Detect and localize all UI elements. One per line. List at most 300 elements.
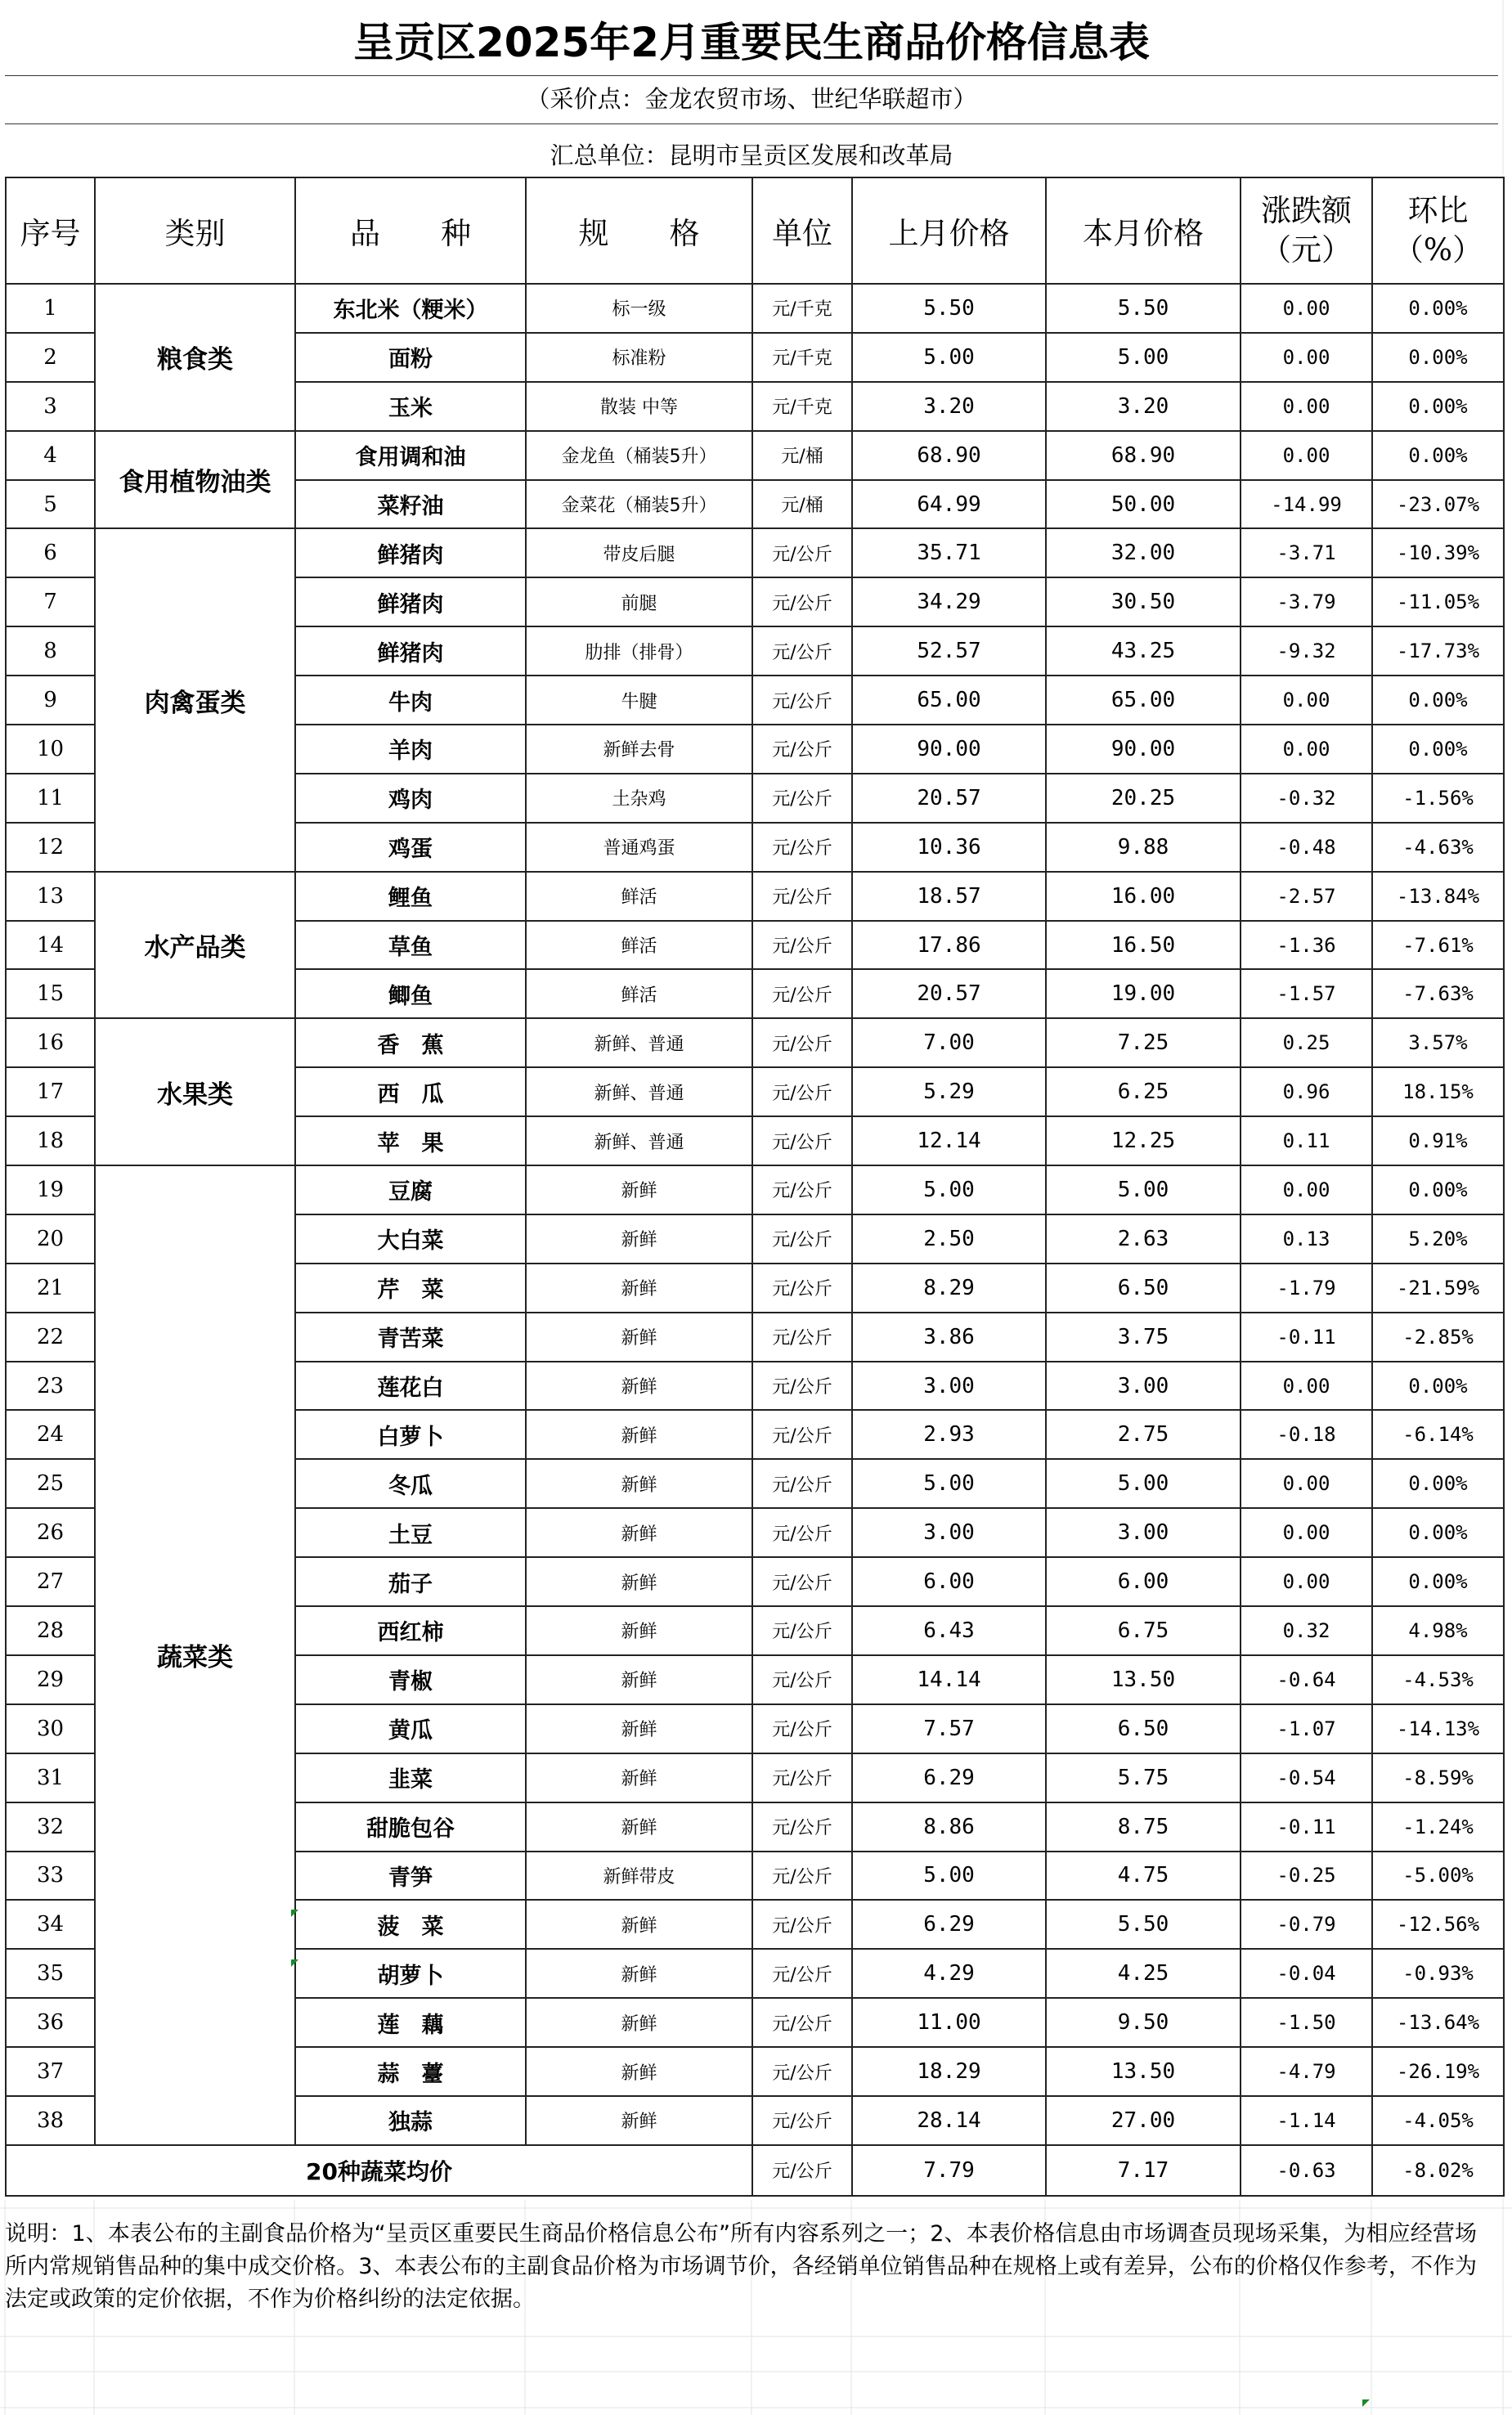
title-block <box>5 3 1498 177</box>
average-unit: 元/公斤 <box>752 2145 852 2196</box>
cell-comment-marker <box>291 1910 298 1917</box>
price-change: -3.71 <box>1241 528 1372 577</box>
price-change: -1.57 <box>1241 969 1372 1018</box>
this-month-price: 65.00 <box>1046 676 1241 725</box>
row-index: 21 <box>6 1264 95 1313</box>
month-on-month-ratio: -1.56% <box>1372 774 1504 823</box>
this-month-price: 5.50 <box>1046 1900 1241 1949</box>
item-unit: 元/公斤 <box>752 1018 852 1067</box>
month-on-month-ratio: 0.00% <box>1372 431 1504 480</box>
last-month-price: 10.36 <box>852 823 1046 872</box>
month-on-month-ratio: 0.00% <box>1372 676 1504 725</box>
item-name: 玉米 <box>295 382 526 431</box>
price-change: 0.00 <box>1241 725 1372 774</box>
month-on-month-ratio: -1.24% <box>1372 1802 1504 1852</box>
item-unit: 元/公斤 <box>752 1313 852 1362</box>
col-header-category: 类别 <box>95 177 295 284</box>
price-change: 0.96 <box>1241 1067 1372 1116</box>
price-change: -0.25 <box>1241 1852 1372 1901</box>
month-on-month-ratio: 0.00% <box>1372 725 1504 774</box>
this-month-price: 90.00 <box>1046 725 1241 774</box>
price-change: -1.79 <box>1241 1264 1372 1313</box>
item-spec: 土杂鸡 <box>526 774 752 823</box>
item-unit: 元/公斤 <box>752 872 852 921</box>
row-index: 17 <box>6 1067 95 1116</box>
table-header-row <box>6 177 1504 284</box>
this-month-price: 4.25 <box>1046 1949 1241 1998</box>
row-index: 23 <box>6 1362 95 1411</box>
month-on-month-ratio: -13.64% <box>1372 1998 1504 2047</box>
this-month-price: 6.25 <box>1046 1067 1241 1116</box>
item-name: 草鱼 <box>295 921 526 970</box>
cell-comment-marker <box>291 1959 298 1967</box>
item-unit: 元/公斤 <box>752 1116 852 1165</box>
item-spec: 肋排（排骨） <box>526 626 752 676</box>
this-month-price: 2.63 <box>1046 1214 1241 1264</box>
item-spec: 新鲜 <box>526 1410 752 1459</box>
item-spec: 新鲜、普通 <box>526 1067 752 1116</box>
item-unit: 元/千克 <box>752 284 852 333</box>
month-on-month-ratio: -6.14% <box>1372 1410 1504 1459</box>
ratio-header-line1: 环比 <box>1407 193 1469 228</box>
month-on-month-ratio: -23.07% <box>1372 480 1504 529</box>
item-name: 菜籽油 <box>295 480 526 529</box>
table-row <box>6 872 1504 921</box>
item-unit: 元/千克 <box>752 333 852 382</box>
item-name: 青苦菜 <box>295 1313 526 1362</box>
this-month-price: 27.00 <box>1046 2096 1241 2145</box>
month-on-month-ratio: -4.63% <box>1372 823 1504 872</box>
this-month-price: 16.00 <box>1046 872 1241 921</box>
item-unit: 元/公斤 <box>752 1753 852 1802</box>
row-index: 15 <box>6 969 95 1018</box>
row-index: 5 <box>6 480 95 529</box>
item-name: 西 瓜 <box>295 1067 526 1116</box>
item-unit: 元/公斤 <box>752 1508 852 1557</box>
row-index: 9 <box>6 676 95 725</box>
compiling-unit: 汇总单位：昆明市呈贡区发展和改革局 <box>550 141 953 169</box>
row-index: 16 <box>6 1018 95 1067</box>
last-month-price: 6.29 <box>852 1900 1046 1949</box>
item-name: 鲤鱼 <box>295 872 526 921</box>
price-change: -0.18 <box>1241 1410 1372 1459</box>
month-on-month-ratio: -8.59% <box>1372 1753 1504 1802</box>
item-name: 鲜猪肉 <box>295 577 526 626</box>
this-month-price: 19.00 <box>1046 969 1241 1018</box>
month-on-month-ratio: -14.13% <box>1372 1704 1504 1753</box>
month-on-month-ratio: -4.05% <box>1372 2096 1504 2145</box>
item-unit: 元/公斤 <box>752 1655 852 1704</box>
month-on-month-ratio: 0.00% <box>1372 1508 1504 1557</box>
row-index: 14 <box>6 921 95 970</box>
row-index: 26 <box>6 1508 95 1557</box>
price-change: 0.11 <box>1241 1116 1372 1165</box>
month-on-month-ratio: -7.63% <box>1372 969 1504 1018</box>
row-index: 27 <box>6 1557 95 1606</box>
row-index: 12 <box>6 823 95 872</box>
last-month-price: 5.00 <box>852 333 1046 382</box>
last-month-price: 28.14 <box>852 2096 1046 2145</box>
last-month-price: 14.14 <box>852 1655 1046 1704</box>
average-current-price: 7.17 <box>1046 2145 1241 2196</box>
price-change: -1.50 <box>1241 1998 1372 2047</box>
last-month-price: 2.50 <box>852 1214 1046 1264</box>
header-divider <box>5 75 1498 76</box>
item-unit: 元/桶 <box>752 431 852 480</box>
item-name: 鸡肉 <box>295 774 526 823</box>
average-change: -0.63 <box>1241 2145 1372 2196</box>
average-row <box>6 2145 1504 2196</box>
last-month-price: 7.00 <box>852 1018 1046 1067</box>
header-divider <box>5 123 1498 124</box>
last-month-price: 18.29 <box>852 2047 1046 2096</box>
price-change: 0.25 <box>1241 1018 1372 1067</box>
item-name: 大白菜 <box>295 1214 526 1264</box>
row-index: 28 <box>6 1606 95 1655</box>
item-unit: 元/公斤 <box>752 1802 852 1852</box>
month-on-month-ratio: 18.15% <box>1372 1067 1504 1116</box>
item-name: 土豆 <box>295 1508 526 1557</box>
item-name: 莲 藕 <box>295 1998 526 2047</box>
month-on-month-ratio: -13.84% <box>1372 872 1504 921</box>
item-spec: 前腿 <box>526 577 752 626</box>
month-on-month-ratio: 0.00% <box>1372 1362 1504 1411</box>
row-index: 38 <box>6 2096 95 2145</box>
price-change: -1.14 <box>1241 2096 1372 2145</box>
table-body <box>6 284 1504 2145</box>
col-header-last-price: 上月价格 <box>852 177 1046 284</box>
row-index: 20 <box>6 1214 95 1264</box>
last-month-price: 2.93 <box>852 1410 1046 1459</box>
price-change: 0.00 <box>1241 1362 1372 1411</box>
item-unit: 元/公斤 <box>752 1264 852 1313</box>
month-on-month-ratio: -21.59% <box>1372 1264 1504 1313</box>
row-index: 7 <box>6 577 95 626</box>
this-month-price: 5.00 <box>1046 333 1241 382</box>
item-name: 西红柿 <box>295 1606 526 1655</box>
item-unit: 元/公斤 <box>752 2047 852 2096</box>
month-on-month-ratio: 0.00% <box>1372 1459 1504 1508</box>
item-unit: 元/公斤 <box>752 1606 852 1655</box>
category-grain: 粮食类 <box>95 284 295 431</box>
last-month-price: 17.86 <box>852 921 1046 970</box>
last-month-price: 3.00 <box>852 1362 1046 1411</box>
item-spec: 新鲜 <box>526 1704 752 1753</box>
item-spec: 新鲜 <box>526 1362 752 1411</box>
notes: 说明：1、本表公布的主副食品价格为“呈贡区重要民生商品价格信息公布”所有内容系列之一；2、本表价格信息由市场调查员现场采集，为相应经营场所内常规销售品种的集中成交价格。3、本表公布的主副食品价格为市场调节价，各经销单位销售品种在规格上或有差异，公布的价格仅作参考，不作为法定或政策的定价依据，不作为价格纠纷的法定依据。 <box>5 2221 1477 2312</box>
item-name: 蒜 薹 <box>295 2047 526 2096</box>
last-month-price: 8.29 <box>852 1264 1046 1313</box>
last-month-price: 5.00 <box>852 1165 1046 1214</box>
item-unit: 元/公斤 <box>752 676 852 725</box>
average-ratio: -8.02% <box>1372 2145 1504 2196</box>
table-row <box>6 1018 1504 1067</box>
this-month-price: 68.90 <box>1046 431 1241 480</box>
price-change: 0.32 <box>1241 1606 1372 1655</box>
ratio-header-line2: （%） <box>1393 232 1483 267</box>
item-unit: 元/公斤 <box>752 1852 852 1901</box>
this-month-price: 3.00 <box>1046 1508 1241 1557</box>
item-spec: 新鲜 <box>526 1900 752 1949</box>
item-unit: 元/公斤 <box>752 2096 852 2145</box>
item-unit: 元/公斤 <box>752 1067 852 1116</box>
last-month-price: 6.43 <box>852 1606 1046 1655</box>
item-spec: 新鲜 <box>526 1165 752 1214</box>
price-change: 0.00 <box>1241 1459 1372 1508</box>
item-spec: 新鲜、普通 <box>526 1018 752 1067</box>
item-unit: 元/公斤 <box>752 1214 852 1264</box>
this-month-price: 3.75 <box>1046 1313 1241 1362</box>
row-index: 3 <box>6 382 95 431</box>
item-unit: 元/公斤 <box>752 921 852 970</box>
item-name: 鲫鱼 <box>295 969 526 1018</box>
item-unit: 元/千克 <box>752 382 852 431</box>
this-month-price: 5.75 <box>1046 1753 1241 1802</box>
item-name: 面粉 <box>295 333 526 382</box>
item-name: 黄瓜 <box>295 1704 526 1753</box>
row-index: 32 <box>6 1802 95 1852</box>
last-month-price: 18.57 <box>852 872 1046 921</box>
month-on-month-ratio: 0.00% <box>1372 382 1504 431</box>
price-change: -0.48 <box>1241 823 1372 872</box>
this-month-price: 20.25 <box>1046 774 1241 823</box>
price-change: -4.79 <box>1241 2047 1372 2096</box>
item-name: 食用调和油 <box>295 431 526 480</box>
price-change: 0.13 <box>1241 1214 1372 1264</box>
item-name: 鲜猪肉 <box>295 626 526 676</box>
price-change: -0.11 <box>1241 1313 1372 1362</box>
category-fruit: 水果类 <box>95 1018 295 1165</box>
item-spec: 普通鸡蛋 <box>526 823 752 872</box>
month-on-month-ratio: 0.00% <box>1372 1165 1504 1214</box>
item-spec: 新鲜 <box>526 1313 752 1362</box>
last-month-price: 3.00 <box>852 1508 1046 1557</box>
last-month-price: 3.86 <box>852 1313 1046 1362</box>
row-index: 10 <box>6 725 95 774</box>
month-on-month-ratio: -17.73% <box>1372 626 1504 676</box>
item-spec: 新鲜 <box>526 1753 752 1802</box>
last-month-price: 5.50 <box>852 284 1046 333</box>
category-aquatic: 水产品类 <box>95 872 295 1019</box>
row-index: 6 <box>6 528 95 577</box>
item-spec: 鲜活 <box>526 921 752 970</box>
item-unit: 元/公斤 <box>752 528 852 577</box>
price-change: -14.99 <box>1241 480 1372 529</box>
row-index: 36 <box>6 1998 95 2047</box>
last-month-price: 20.57 <box>852 969 1046 1018</box>
average-label: 20种蔬菜均价 <box>6 2145 752 2196</box>
item-spec: 新鲜 <box>526 1214 752 1264</box>
price-change: 0.00 <box>1241 1508 1372 1557</box>
month-on-month-ratio: -10.39% <box>1372 528 1504 577</box>
item-spec: 标准粉 <box>526 333 752 382</box>
item-unit: 元/公斤 <box>752 969 852 1018</box>
last-month-price: 11.00 <box>852 1998 1046 2047</box>
price-change: -0.79 <box>1241 1900 1372 1949</box>
row-index: 1 <box>6 284 95 333</box>
month-on-month-ratio: 5.20% <box>1372 1214 1504 1264</box>
item-name: 青椒 <box>295 1655 526 1704</box>
item-name: 白萝卜 <box>295 1410 526 1459</box>
item-name: 豆腐 <box>295 1165 526 1214</box>
row-index: 18 <box>6 1116 95 1165</box>
item-unit: 元/公斤 <box>752 823 852 872</box>
last-month-price: 3.20 <box>852 382 1046 431</box>
this-month-price: 7.25 <box>1046 1018 1241 1067</box>
item-name: 茄子 <box>295 1557 526 1606</box>
item-unit: 元/公斤 <box>752 1410 852 1459</box>
price-change: 0.00 <box>1241 382 1372 431</box>
this-month-price: 6.50 <box>1046 1264 1241 1313</box>
item-spec: 新鲜 <box>526 1606 752 1655</box>
item-spec: 新鲜 <box>526 1264 752 1313</box>
this-month-price: 13.50 <box>1046 1655 1241 1704</box>
category-vegetable: 蔬菜类 <box>95 1165 295 2145</box>
item-spec: 新鲜 <box>526 1949 752 1998</box>
table-row <box>6 431 1504 480</box>
item-spec: 散装 中等 <box>526 382 752 431</box>
item-spec: 鲜活 <box>526 969 752 1018</box>
last-month-price: 5.00 <box>852 1459 1046 1508</box>
month-on-month-ratio: 3.57% <box>1372 1018 1504 1067</box>
last-month-price: 5.00 <box>852 1852 1046 1901</box>
month-on-month-ratio: 0.00% <box>1372 1557 1504 1606</box>
price-change: -2.57 <box>1241 872 1372 921</box>
col-header-change <box>1241 177 1372 284</box>
row-index: 8 <box>6 626 95 676</box>
table-row <box>6 1165 1504 1214</box>
item-unit: 元/公斤 <box>752 774 852 823</box>
item-spec: 牛腱 <box>526 676 752 725</box>
item-name: 莲花白 <box>295 1362 526 1411</box>
item-spec: 新鲜 <box>526 1998 752 2047</box>
item-spec: 新鲜 <box>526 1459 752 1508</box>
item-spec: 新鲜 <box>526 1508 752 1557</box>
item-name: 青笋 <box>295 1852 526 1901</box>
item-unit: 元/公斤 <box>752 1704 852 1753</box>
this-month-price: 3.00 <box>1046 1362 1241 1411</box>
last-month-price: 6.00 <box>852 1557 1046 1606</box>
item-spec: 新鲜带皮 <box>526 1852 752 1901</box>
row-index: 37 <box>6 2047 95 2096</box>
last-month-price: 35.71 <box>852 528 1046 577</box>
item-unit: 元/公斤 <box>752 1557 852 1606</box>
average-last-price: 7.79 <box>852 2145 1046 2196</box>
row-index: 33 <box>6 1852 95 1901</box>
col-header-idx: 序号 <box>6 177 95 284</box>
this-month-price: 4.75 <box>1046 1852 1241 1901</box>
last-month-price: 5.29 <box>852 1067 1046 1116</box>
this-month-price: 2.75 <box>1046 1410 1241 1459</box>
item-unit: 元/桶 <box>752 480 852 529</box>
category-oil: 食用植物油类 <box>95 431 295 529</box>
price-change: -3.79 <box>1241 577 1372 626</box>
last-month-price: 4.29 <box>852 1949 1046 1998</box>
sampling-points: （采价点：金龙农贸市场、世纪华联超市） <box>526 85 977 113</box>
month-on-month-ratio: -12.56% <box>1372 1900 1504 1949</box>
row-index: 11 <box>6 774 95 823</box>
this-month-price: 50.00 <box>1046 480 1241 529</box>
price-change: -0.04 <box>1241 1949 1372 1998</box>
item-spec: 新鲜 <box>526 1557 752 1606</box>
row-index: 2 <box>6 333 95 382</box>
item-spec: 新鲜 <box>526 2047 752 2096</box>
this-month-price: 6.75 <box>1046 1606 1241 1655</box>
this-month-price: 32.00 <box>1046 528 1241 577</box>
last-month-price: 20.57 <box>852 774 1046 823</box>
price-change: -0.64 <box>1241 1655 1372 1704</box>
month-on-month-ratio: -26.19% <box>1372 2047 1504 2096</box>
last-month-price: 65.00 <box>852 676 1046 725</box>
this-month-price: 9.50 <box>1046 1998 1241 2047</box>
item-spec: 新鲜、普通 <box>526 1116 752 1165</box>
price-change: 0.00 <box>1241 284 1372 333</box>
last-month-price: 12.14 <box>852 1116 1046 1165</box>
item-spec: 新鲜 <box>526 1655 752 1704</box>
month-on-month-ratio: 0.00% <box>1372 284 1504 333</box>
item-spec: 标一级 <box>526 284 752 333</box>
row-index: 24 <box>6 1410 95 1459</box>
col-header-current-price: 本月价格 <box>1046 177 1241 284</box>
category-meat: 肉禽蛋类 <box>95 528 295 871</box>
last-month-price: 34.29 <box>852 577 1046 626</box>
item-unit: 元/公斤 <box>752 1900 852 1949</box>
price-table <box>5 177 1505 2197</box>
this-month-price: 13.50 <box>1046 2047 1241 2096</box>
month-on-month-ratio: -4.53% <box>1372 1655 1504 1704</box>
item-name: 鲜猪肉 <box>295 528 526 577</box>
col-header-unit: 单位 <box>752 177 852 284</box>
table-row <box>6 284 1504 333</box>
price-change: 0.00 <box>1241 676 1372 725</box>
month-on-month-ratio: -7.61% <box>1372 921 1504 970</box>
last-month-price: 68.90 <box>852 431 1046 480</box>
last-month-price: 7.57 <box>852 1704 1046 1753</box>
last-month-price: 8.86 <box>852 1802 1046 1852</box>
month-on-month-ratio: 0.00% <box>1372 333 1504 382</box>
price-change: 0.00 <box>1241 1557 1372 1606</box>
item-unit: 元/公斤 <box>752 1459 852 1508</box>
row-index: 35 <box>6 1949 95 1998</box>
table-row <box>6 528 1504 577</box>
this-month-price: 6.50 <box>1046 1704 1241 1753</box>
col-header-ratio <box>1372 177 1504 284</box>
this-month-price: 6.00 <box>1046 1557 1241 1606</box>
price-change: 0.00 <box>1241 333 1372 382</box>
item-unit: 元/公斤 <box>752 577 852 626</box>
row-index: 30 <box>6 1704 95 1753</box>
price-change: 0.00 <box>1241 1165 1372 1214</box>
cell-comment-marker <box>1362 2399 1370 2407</box>
item-spec: 新鲜 <box>526 1802 752 1852</box>
month-on-month-ratio: -11.05% <box>1372 577 1504 626</box>
month-on-month-ratio: 4.98% <box>1372 1606 1504 1655</box>
price-change: -0.54 <box>1241 1753 1372 1802</box>
item-unit: 元/公斤 <box>752 1949 852 1998</box>
row-index: 29 <box>6 1655 95 1704</box>
item-spec: 金菜花（桶装5升） <box>526 480 752 529</box>
item-spec: 金龙鱼（桶装5升） <box>526 431 752 480</box>
item-name: 独蒜 <box>295 2096 526 2145</box>
item-unit: 元/公斤 <box>752 725 852 774</box>
this-month-price: 16.50 <box>1046 921 1241 970</box>
last-month-price: 64.99 <box>852 480 1046 529</box>
item-unit: 元/公斤 <box>752 626 852 676</box>
item-name: 胡萝卜 <box>295 1949 526 1998</box>
item-name: 甜脆包谷 <box>295 1802 526 1852</box>
price-change: -0.11 <box>1241 1802 1372 1852</box>
page-title: 呈贡区2025年2月重要民生商品价格信息表 <box>353 19 1150 66</box>
